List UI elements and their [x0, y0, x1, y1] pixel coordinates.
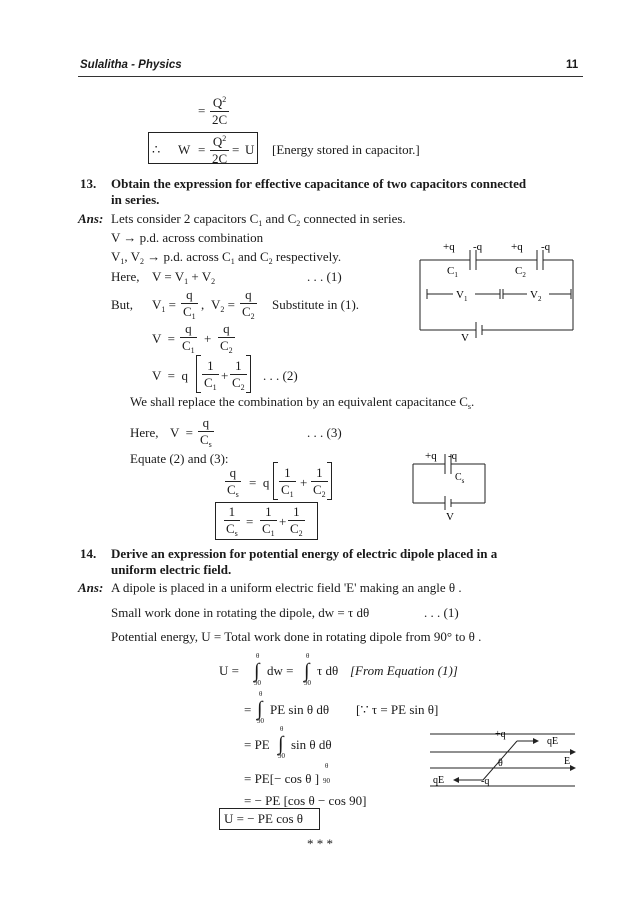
frac-1-cs: $\frac{1}{C_s}$: [224, 504, 240, 542]
series-capacitor-diagram: [415, 240, 585, 352]
therefore-symbol: ∴: [152, 142, 161, 157]
frac-1-c2: $\frac{1}{C_2}$: [230, 358, 247, 396]
q13-but-label: But,: [111, 297, 134, 312]
q13-v-eq: V =: [152, 331, 175, 346]
frac-q-c2-b: $\frac{q}{C_2}$: [218, 321, 235, 359]
right-bracket-2: [327, 462, 332, 500]
d3-theta: θ: [498, 758, 503, 769]
q14-ans-label: Ans:: [78, 580, 104, 595]
int-u-eq: U =: [219, 663, 239, 678]
q13-v-eq-3: V =: [170, 425, 193, 440]
w-symbol: W: [178, 142, 191, 157]
q13-v2: $V_2$ =: [211, 297, 235, 314]
q13-line2: V → p.d. across combination: [111, 230, 264, 245]
q13-here2-label: Here,: [130, 425, 159, 440]
limit-upper: θ: [325, 762, 329, 770]
left-bracket: [196, 355, 201, 393]
plus-sign: +: [204, 331, 212, 346]
end-asterisks: * * *: [307, 836, 333, 851]
frac-1-c2-b: $\frac{1}{C_2}$: [311, 465, 328, 503]
q13-here-equation: $V = V_1 + V_2$: [152, 269, 216, 286]
int4-upper: θ: [280, 725, 284, 733]
frac-1-c1-c: $\frac{1}{C_1}$: [260, 504, 277, 542]
page-number: 11: [566, 59, 579, 71]
int-pe: = PE: [244, 737, 270, 752]
frac-1-c1: $\frac{1}{C_1}$: [202, 358, 219, 396]
int-dw: dw =: [267, 663, 294, 678]
d3-e-label: E: [564, 756, 571, 767]
plus-sign-2: +: [221, 368, 229, 383]
d3-qe-left: qE: [433, 775, 445, 786]
q13-equate: Equate (2) and (3):: [130, 451, 229, 466]
d1-plus-q-2: +q: [511, 241, 523, 253]
eq-sign-4: =: [246, 514, 254, 529]
int4-lower: 90: [278, 752, 285, 760]
equivalent-capacitor-diagram: [408, 448, 498, 523]
d2-cs-label: $C_s$: [455, 472, 465, 485]
d1-v-label: V: [461, 332, 469, 344]
d1-minus-q-2: -q: [541, 241, 551, 253]
q13-substitute: Substitute in (1).: [272, 297, 360, 312]
q13-number: 13.: [80, 176, 97, 191]
q13-question-line2: in series.: [111, 192, 160, 207]
frac-q-c1-b: $\frac{q}{C_1}$: [180, 321, 197, 359]
integral-sign-3: ∫: [257, 698, 263, 720]
q14-line3: Potential energy, U = Total work done in rotating dipole from 90° to θ .: [111, 629, 482, 644]
dipole-field-diagram: [420, 726, 585, 792]
q14-line2: Small work done in rotating the dipole, dw = τ dθ: [111, 605, 370, 620]
plus-sign-4: +: [279, 514, 287, 529]
plus-sign-3: +: [300, 475, 308, 490]
d1-plus-q-1: +q: [443, 241, 455, 253]
d2-plus-q: +q: [425, 450, 437, 462]
integral-sign-1: ∫: [254, 660, 260, 682]
d1-c2-label: $C_2$: [515, 265, 526, 279]
q13-comma: ,: [201, 297, 205, 312]
int2-upper: θ: [306, 652, 310, 660]
frac-q-c2: $\frac{q}{C_2}$: [240, 287, 257, 325]
header-rule: [78, 76, 583, 77]
int1-lower: 90: [254, 679, 261, 687]
int-cos-line: = PE[− cos θ ]: [244, 771, 320, 786]
d1-v2-label: $V_2$: [530, 289, 542, 303]
q13-line1: Lets consider 2 capacitors $C_1$ and $C_2$ connected in series.: [111, 211, 406, 228]
q13-v1: $V_1$ =: [152, 297, 176, 314]
frac-1-c1-b: $\frac{1}{C_1}$: [279, 465, 296, 503]
q13-line3: $V_1$, $V_2 \to p.d$. across $C_1$ and $C_2$ respectively.: [111, 249, 342, 266]
frac-1-c2-c: $\frac{1}{C_2}$: [288, 504, 305, 542]
q14-line1: A dipole is placed in a uniform electric field 'E' making an angle θ .: [111, 580, 462, 595]
d1-minus-q-1: -q: [473, 241, 483, 253]
d1-v1-label: $V_1$: [456, 289, 468, 303]
frac-q-cs-2: $\frac{q}{C_s}$: [225, 465, 241, 503]
u-symbol: U: [245, 142, 255, 157]
q14-question-line1: Derive an expression for potential energy of electric dipole placed in a: [111, 546, 498, 561]
eq-q-label: = q: [249, 475, 270, 490]
right-bracket: [246, 355, 251, 393]
q13-here-label: Here,: [111, 269, 140, 284]
q13-v-eq-q: V = q: [152, 368, 188, 383]
fraction-q2-2c: $\frac{Q^2}{2C}$: [212, 95, 228, 127]
energy-note: [Energy stored in capacitor.]: [272, 142, 420, 157]
final-equation: U = − PE cos θ: [224, 811, 304, 826]
d2-v-label: V: [446, 511, 454, 523]
int-tau: τ dθ: [317, 663, 339, 678]
q13-question-line1: Obtain the expression for effective capacitance of two capacitors connected: [111, 176, 527, 191]
int1-upper: θ: [256, 652, 260, 660]
eq-sign-2: =: [198, 142, 206, 157]
q13-eq1-label: . . . (1): [307, 269, 342, 284]
q14-number: 14.: [80, 546, 97, 561]
eq-sign-3: =: [232, 142, 240, 157]
d3-qe-right: qE: [547, 736, 559, 747]
fraction-q2-2c-boxed: $\frac{Q^2}{2C}$: [212, 134, 228, 166]
q14-eq1-label: . . . (1): [424, 605, 459, 620]
q13-eq3-label: . . . (3): [307, 425, 342, 440]
int3-upper: θ: [259, 690, 263, 698]
eq-sign: =: [198, 103, 206, 118]
d3-plus-q: +q: [495, 729, 506, 740]
left-bracket-2: [273, 462, 278, 500]
int2-lower: 90: [304, 679, 311, 687]
integral-sign-2: ∫: [304, 660, 310, 682]
int-eq-2: =: [244, 702, 252, 717]
d1-c1-label: $C_1$: [447, 265, 458, 279]
q13-ans-label: Ans:: [78, 211, 104, 226]
from-eq-note: [From Equation (1)]: [350, 663, 458, 678]
int-sin: sin θ dθ: [291, 737, 332, 752]
q14-question-line2: uniform electric field.: [111, 562, 232, 577]
limit-lower: 90: [323, 777, 330, 785]
q13-eq2-label: . . . (2): [263, 368, 298, 383]
d2-minus-q: -q: [448, 450, 458, 462]
int-pe-sin: PE sin θ dθ: [270, 702, 330, 717]
running-header: Sulalitha - Physics: [80, 59, 182, 71]
frac-q-cs: $\frac{q}{C_s}$: [198, 415, 214, 453]
int3-lower: 90: [257, 717, 264, 725]
d3-minus-q: -q: [481, 776, 490, 787]
because-note: [∵ τ = PE sin θ]: [356, 702, 439, 717]
integral-sign-4: ∫: [278, 733, 284, 755]
q13-replace: We shall replace the combination by an equivalent capacitance $C_s$.: [130, 394, 475, 411]
frac-q-c1: $\frac{q}{C_1}$: [181, 287, 198, 325]
int-line-5: = − PE [cos θ − cos 90]: [244, 793, 367, 808]
